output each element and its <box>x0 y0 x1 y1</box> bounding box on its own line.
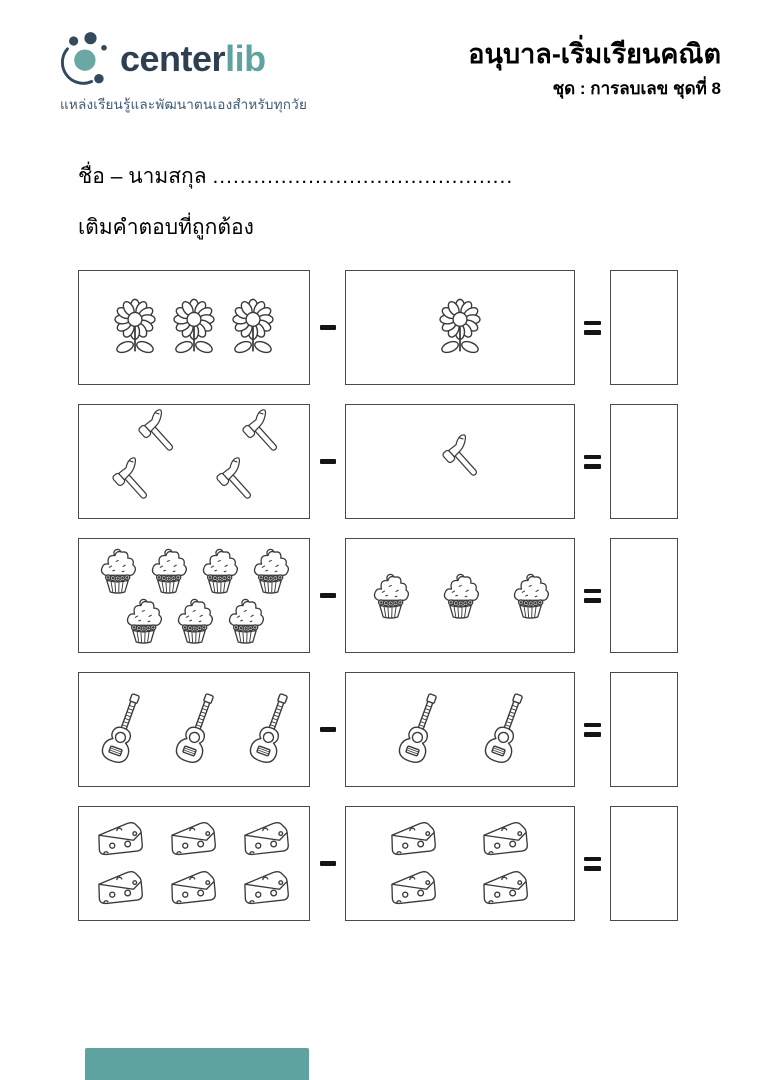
cheese-icon <box>478 819 534 859</box>
cheese-icon <box>386 819 442 859</box>
cheese-icon <box>93 819 149 859</box>
subtrahend-box <box>345 270 575 385</box>
footer-accent-bar <box>85 1048 309 1080</box>
cheese-icon <box>166 868 222 908</box>
minus-sign <box>310 538 345 653</box>
cupcake-icon <box>224 597 267 645</box>
guitar-icon <box>95 686 145 774</box>
title-block <box>468 38 721 102</box>
minuend-box <box>78 672 310 787</box>
minuend-box <box>78 270 310 385</box>
cheese-icon <box>239 868 295 908</box>
cheese-icon <box>93 868 149 908</box>
flower-icon <box>109 296 161 360</box>
subtrahend-box <box>345 672 575 787</box>
answer-box[interactable] <box>610 672 678 787</box>
answer-box[interactable] <box>610 806 678 921</box>
hammer-icon <box>119 412 193 462</box>
answer-box[interactable] <box>610 538 678 653</box>
equals-sign <box>575 538 610 653</box>
hammer-icon <box>223 412 297 462</box>
minus-sign <box>310 404 345 519</box>
brand-tagline: แหล่งเรียนรู้และพัฒนาตนเองสำหรับทุกวัย <box>60 97 308 112</box>
name-label: ชื่อ – นามสกุล <box>78 165 207 188</box>
subtraction-problem <box>78 270 678 385</box>
cupcake-icon <box>369 572 412 620</box>
name-input-line[interactable]: ............................................ <box>212 165 514 188</box>
subtraction-problem <box>78 404 678 519</box>
guitar-icon <box>478 686 528 774</box>
cheese-icon <box>166 819 222 859</box>
cupcake-icon <box>439 572 482 620</box>
cheese-icon <box>386 868 442 908</box>
hammer-icon <box>197 460 271 510</box>
problems-list <box>78 270 678 921</box>
worksheet-title: อนุบาล-เริ่มเรียนคณิต <box>468 39 721 69</box>
flower-icon <box>168 296 220 360</box>
cupcake-icon <box>122 597 165 645</box>
cupcake-icon <box>509 572 552 620</box>
cupcake-icon <box>147 547 190 595</box>
cupcake-icon <box>249 547 292 595</box>
brand-secondary: lib <box>225 38 266 79</box>
centerlib-logo-icon <box>60 32 112 86</box>
subtraction-problem <box>78 806 678 921</box>
guitar-icon <box>169 686 219 774</box>
subtrahend-box <box>345 538 575 653</box>
minuend-box <box>78 538 310 653</box>
equals-sign <box>575 270 610 385</box>
subtraction-problem <box>78 538 678 653</box>
cheese-icon <box>478 868 534 908</box>
name-field <box>78 160 513 193</box>
answer-box[interactable] <box>610 404 678 519</box>
brand-wordmark <box>120 38 266 79</box>
flower-icon <box>434 296 486 360</box>
subtrahend-box <box>345 806 575 921</box>
equals-sign <box>575 672 610 787</box>
equals-sign <box>575 806 610 921</box>
cupcake-icon <box>173 597 216 645</box>
guitar-icon <box>392 686 442 774</box>
minus-sign <box>310 672 345 787</box>
flower-icon <box>227 296 279 360</box>
instruction-text: เติมคำตอบที่ถูกต้อง <box>78 216 254 239</box>
cupcake-icon <box>96 547 139 595</box>
hammer-icon <box>93 460 167 510</box>
guitar-icon <box>243 686 293 774</box>
minus-sign <box>310 270 345 385</box>
subtrahend-box <box>345 404 575 519</box>
centerlib-logo <box>60 32 307 115</box>
minuend-box <box>78 806 310 921</box>
hammer-icon <box>423 437 497 487</box>
subtraction-problem <box>78 672 678 787</box>
equals-sign <box>575 404 610 519</box>
cupcake-icon <box>198 547 241 595</box>
minus-sign <box>310 806 345 921</box>
brand-primary: center <box>120 38 226 79</box>
answer-box[interactable] <box>610 270 678 385</box>
worksheet-subtitle: ชุด : การลบเลข ชุดที่ 8 <box>552 79 721 99</box>
minuend-box <box>78 404 310 519</box>
cheese-icon <box>239 819 295 859</box>
